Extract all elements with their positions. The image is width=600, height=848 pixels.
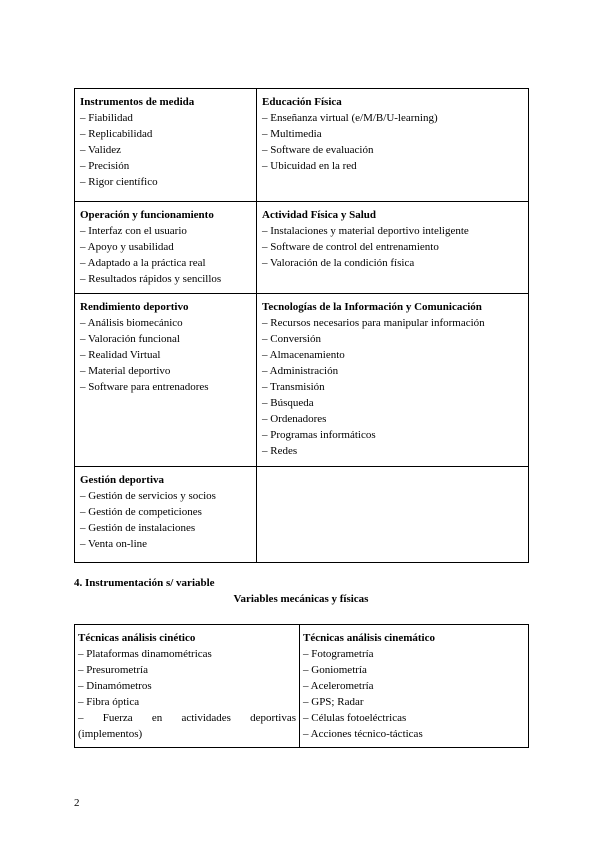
cell-instrumentos: [75, 89, 257, 202]
cell-heading: Operación y funcionamiento: [80, 209, 214, 221]
cell-gestion: [75, 467, 257, 563]
cell-cinematico: [300, 625, 529, 748]
section-subtitle: Variables mecánicas y físicas: [233, 593, 369, 605]
list-item: – Células fotoeléctricas: [303, 712, 407, 724]
technology-areas-table: [74, 88, 529, 563]
list-item: – Software de control del entrenamiento: [262, 241, 439, 253]
cell-heading: Instrumentos de medida: [80, 96, 195, 108]
list-item: – Dinamómetros: [78, 680, 152, 692]
list-item: – Fiabilidad: [80, 112, 133, 124]
list-item: – Interfaz con el usuario: [80, 225, 187, 237]
list-item: – Enseñanza virtual (e/M/B/U-learning): [262, 112, 438, 124]
list-item: – Transmisión: [262, 381, 325, 393]
list-item: – Fuerza en actividades deportivas: [78, 712, 296, 724]
list-item: – Valoración de la condición física: [262, 257, 415, 269]
list-item: – Precisión: [80, 160, 130, 172]
list-item: – Búsqueda: [262, 397, 314, 409]
analysis-techniques-table: [74, 624, 529, 748]
list-item: – Gestión de competiciones: [80, 506, 202, 518]
list-item: – Adaptado a la práctica real: [80, 257, 206, 269]
list-item: – Material deportivo: [80, 365, 171, 377]
list-item: – Fibra óptica: [78, 696, 140, 708]
list-item: – GPS; Radar: [303, 696, 364, 708]
list-item: – Gestión de servicios y socios: [80, 490, 216, 502]
list-item: – Rigor científico: [80, 176, 158, 188]
list-item: – Multimedia: [262, 128, 322, 140]
list-item: – Redes: [262, 445, 298, 457]
list-item: – Resultados rápidos y sencillos: [80, 273, 222, 285]
list-item: – Plataformas dinamométricas: [78, 648, 212, 660]
list-item: – Software de evaluación: [262, 144, 374, 156]
cell-operacion: [75, 202, 257, 294]
list-item: – Acciones técnico-tácticas: [303, 728, 423, 740]
list-item: – Venta on-line: [80, 538, 148, 550]
cell-heading: Actividad Física y Salud: [262, 209, 376, 221]
cell-heading: Educación Física: [262, 96, 342, 108]
list-item: – Ordenadores: [262, 413, 327, 425]
list-item: – Apoyo y usabilidad: [80, 241, 174, 253]
list-item: – Instalaciones y material deportivo inteligente: [262, 225, 469, 237]
list-item: – Validez: [80, 144, 122, 156]
cell-cinetico: [75, 625, 300, 748]
cell-heading: Tecnologías de la Información y Comunicación: [262, 301, 482, 313]
cell-heading: Gestión deportiva: [80, 474, 165, 486]
list-item: – Conversión: [262, 333, 321, 345]
cell-tic: [257, 294, 529, 467]
list-item: – Realidad Virtual: [80, 349, 161, 361]
cell-empty: [257, 467, 529, 563]
list-item: – Valoración funcional: [80, 333, 180, 345]
list-item: – Fotogrametría: [303, 648, 374, 660]
list-item: – Análisis biomecánico: [80, 317, 183, 329]
list-item: – Software para entrenadores: [80, 381, 209, 393]
list-item: – Administración: [262, 365, 339, 377]
list-item: – Ubicuidad en la red: [262, 160, 357, 172]
list-item: – Goniometría: [303, 664, 367, 676]
list-item-continuation: (implementos): [78, 728, 143, 740]
list-item: – Programas informáticos: [262, 429, 376, 441]
page-number: 2: [74, 797, 80, 809]
list-item: – Replicabilidad: [80, 128, 153, 140]
section-title: 4. Instrumentación s/ variable: [74, 577, 215, 589]
list-item: – Acelerometría: [303, 680, 374, 692]
list-item: – Recursos necesarios para manipular información: [262, 317, 485, 329]
list-item: – Presurometría: [78, 664, 148, 676]
cell-educacion-fisica: [257, 89, 529, 202]
cell-heading: Técnicas análisis cinemático: [303, 632, 435, 644]
list-item: – Almacenamiento: [262, 349, 345, 361]
list-item: – Gestión de instalaciones: [80, 522, 196, 534]
cell-heading: Rendimiento deportivo: [80, 301, 189, 313]
cell-actividad-fisica: [257, 202, 529, 294]
cell-rendimiento: [75, 294, 257, 467]
cell-heading: Técnicas análisis cinético: [78, 632, 196, 644]
